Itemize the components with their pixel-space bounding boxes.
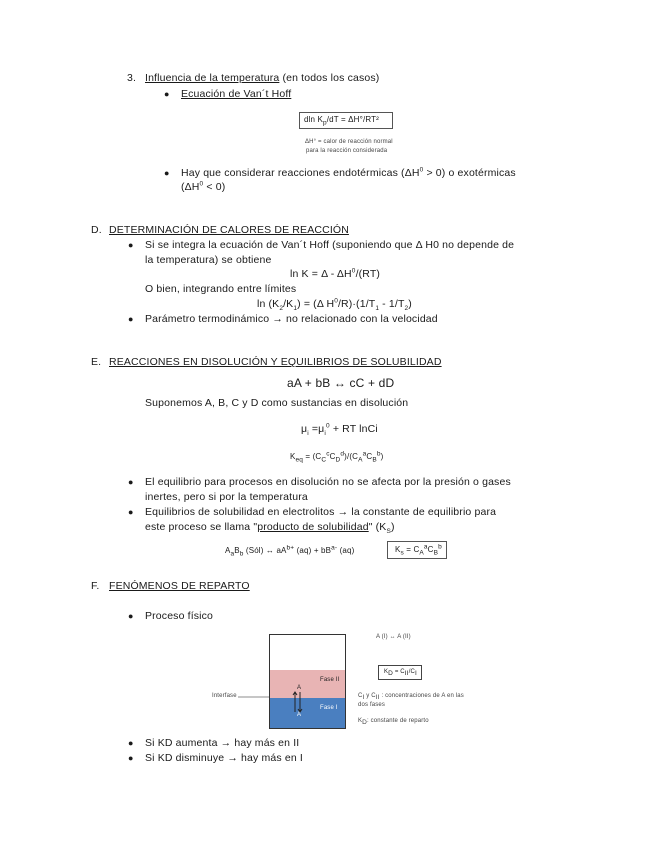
phase-ii-label: Fase II xyxy=(320,677,340,683)
interfase-label: Interfase xyxy=(212,693,237,699)
equilibrium-pressure-line-2: inertes, pero si por la temperatura xyxy=(145,491,308,503)
suponemos-text: Suponemos A, B, C y D como sustancias en disolución xyxy=(145,397,409,409)
vanthoff-equation: dln $K_p/dT = \Delta H^\circ/RT^2$ xyxy=(304,115,379,127)
producto-solubilidad-term: producto de solubilidad xyxy=(257,521,369,533)
bullet-icon: ● xyxy=(128,611,134,621)
integrate-line-1: Si se integra la ecuación de Van´t Hoff (suponiendo que Δ H0 no depende de xyxy=(145,239,515,251)
lnk-equation: $\ln K = \Delta - \Delta H^0/(RT)$ xyxy=(290,267,381,280)
species-a-top-label: A xyxy=(297,685,302,691)
vanthoff-note-2: para la reacción considerada xyxy=(306,148,388,154)
kd-note: $K_D$: constante de reparto xyxy=(358,718,429,727)
reaction-equation: aA + bB ↔ cC + dD xyxy=(287,376,395,390)
section-d-number: D. xyxy=(91,224,102,236)
equilibrium-pressure-line-1: El equilibrio para procesos en disolución no se afecta por la presión o gases xyxy=(145,476,511,488)
section-3-title: Influencia de la temperatura xyxy=(145,72,280,84)
integrate-line-2: la temperatura) se obtiene xyxy=(145,254,272,266)
transfer-arrows-icon xyxy=(290,690,306,714)
bullet-icon: ● xyxy=(164,89,170,99)
kd-equation-box xyxy=(378,665,422,680)
kd-decrease-text: Si KD disminuye → hay más en I xyxy=(145,752,303,764)
vanthoff-equation-box xyxy=(299,112,393,129)
partition-container xyxy=(269,634,346,729)
interfase-pointer-icon xyxy=(238,694,270,700)
section-f-title: FENÓMENOS DE REPARTO xyxy=(109,580,250,592)
keq-equation: $K_{eq} = (C_C^cC_D^d)/(C_A^aC_B^b)$ xyxy=(290,450,384,464)
bullet-icon: ● xyxy=(164,168,170,178)
ks-equation: $K_s = C_A^aC_B^b$ xyxy=(395,543,442,557)
bullet-icon: ● xyxy=(128,240,134,250)
proceso-fisico-text: Proceso físico xyxy=(145,610,214,622)
kd-increase-text: Si KD aumenta → hay más en II xyxy=(145,737,300,749)
section-3-title-tail: (en todos los casos) xyxy=(279,72,380,84)
species-a-bottom-label: A xyxy=(297,712,302,718)
solubility-equation: $A_aB_b$ (Sól) ↔ $aA^{b+}$ $(aq) + bB^{a-}$ (aq) xyxy=(225,544,355,558)
vanthoff-note-1: ΔH° = calor de reacción normal xyxy=(305,139,393,145)
section-e-number: E. xyxy=(91,356,102,368)
section-e-title: REACCIONES EN DISOLUCIÓN Y EQUILIBRIOS DE SOLUBILIDAD xyxy=(109,356,442,368)
kd-equation: $K_D = C_{II}/C_I$ xyxy=(384,669,417,678)
bullet-icon: ● xyxy=(128,477,134,487)
vanthoff-heading: Ecuación de Van´t Hoff xyxy=(181,88,292,100)
thermo-parameter-text: Parámetro termodinámico → no relacionado con la velocidad xyxy=(145,313,438,325)
endo-exo-line-2: $(\Delta H^0 < 0)$ xyxy=(181,180,226,193)
concentration-note-1: $C_I$ y $C_{II}$ : concentraciones de A en las xyxy=(358,693,464,702)
section-3-number: 3. xyxy=(127,72,137,84)
partition-equation: A (I) ↔ A (II) xyxy=(376,634,411,640)
bullet-icon: ● xyxy=(128,507,134,517)
ln-k2-k1-equation: $\ln (K_2/K_1) = (\Delta$ $H^0/R)\cdot(1/T_1 - 1/T_2)$ xyxy=(257,297,412,313)
chemical-potential-equation: $\mu_i =\mu_i^0$ + RT lnCi xyxy=(301,422,378,438)
phase-i-label: Fase I xyxy=(320,705,338,711)
obien-text: O bien, integrando entre límites xyxy=(145,283,297,295)
ks-equation-box xyxy=(387,541,447,559)
bullet-icon: ● xyxy=(128,738,134,748)
section-f-number: F. xyxy=(91,580,100,592)
solubility-line-1: Equilibrios de solubilidad en electrolitos → la constante de equilibrio para xyxy=(145,506,497,518)
section-3-heading xyxy=(145,72,379,85)
solubility-line-2: este proceso se llama "producto de solubilidad" $(K_S)$ xyxy=(145,521,395,536)
section-d-title: DETERMINACIÓN DE CALORES DE REACCIÓN xyxy=(109,224,349,236)
endo-exo-line-1: Hay que considerar reacciones endotérmicas $(\Delta H^0 > 0)$ o exotérmicas xyxy=(181,166,516,179)
phase-i-layer xyxy=(270,698,345,728)
concentration-note-2: dos fases xyxy=(358,702,386,708)
phase-ii-layer xyxy=(270,670,345,698)
bullet-icon: ● xyxy=(128,314,134,324)
bullet-icon: ● xyxy=(128,753,134,763)
